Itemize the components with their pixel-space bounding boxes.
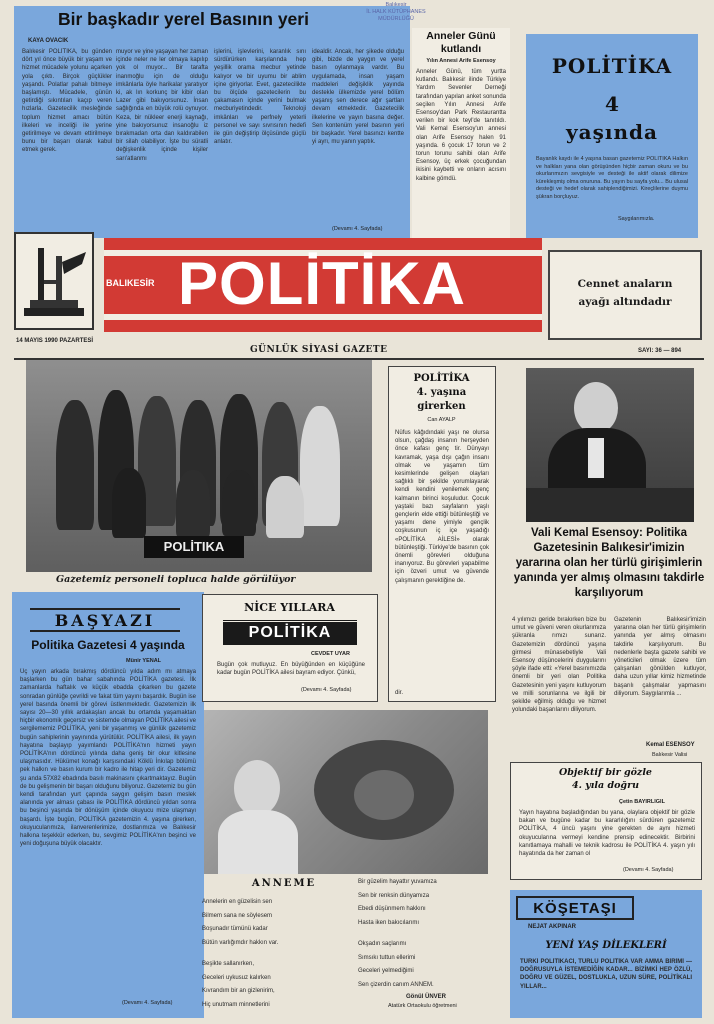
governor-photo: [526, 368, 694, 522]
objective-box: [510, 762, 702, 880]
center-body-end: dir.: [395, 690, 404, 696]
group-photo-caption: Gazetemiz personeli topluca halde görülüyor: [56, 574, 296, 585]
governor-sign-title: Balıkesir Valisi: [652, 752, 688, 758]
poem-title: ANNEME: [251, 878, 317, 889]
poem-author-school: Atatürk Ortaokulu öğretmeni: [388, 1003, 457, 1009]
poem-line: Hasta iken bakıcılarımı: [358, 919, 420, 926]
poem-line: Beşikte sallanırken,: [202, 961, 255, 967]
editorial-author: Münir YENAL: [126, 658, 162, 664]
objective-continued: (Devamı 4. Sayfada): [623, 867, 674, 873]
nice-years-body: Bugün çok mutluyuz. En büyüğünden en küçüğüne kadar bugün POLİTİKA ailesi bayram ediyor. Çünkü,: [217, 662, 365, 677]
governor-col1: 4 yılımızı geride bırakırken bize bu umut ve güveni veren okurlarımıza şükranla rımızı sunarız. Gazetemizin dördüncü yaşına girmesi münasebetiyle Vali Esensoy düşüncelerini duygularını şöyle ifade etti: «Yerel basınımızda önemli bir yeri olan Politika Gazetesinin yeni yaşını kutluyorum ve milli sorunlarına ve ilgili bir şekilde eğilmiş olduğu ve hizmet yolundaki başarılarını diliyorum.: [512, 617, 606, 714]
poem-line: Annelerin en güzelisin sen: [202, 899, 273, 905]
nice-years-continued: (Devamı 4. Sayfada): [301, 687, 352, 693]
kosetasi-author: NEJAT AKPINAR: [528, 924, 577, 930]
nice-years-brand-box: [223, 619, 357, 645]
library-stamp: [352, 2, 440, 26]
masthead-quote-line-1: Cennet anaların: [577, 278, 673, 290]
kosetasi-body: TÜRKİ POLİTİKACI, TÜRLÜ POLİTİKA VAR AMMA BİRİMİ — DOĞRUSUYLA İSTEMEDİĞİN KADAR... BİZİMKİ HEP ÖZLÜ, DOĞRU VE GÜZEL, DOSTLUKLA, UZUN SÜRE, POLİTİKALI YILLAR...: [520, 959, 692, 990]
poem-line: Bir güzelim hayattır yuvamıza: [358, 879, 437, 885]
objective-body: Yayın hayatına başladığından bu yana, olaylara objektif bir gözle bakan ve bugüne kadar bu kararlılığını sürdüren gazetemiz POLİTİKA, 4 üncü yaşını yine gerekten de aynı hizmeti okuyucularına vermeyi kendine prensip edinecektir. Birbirini kanıtlamaya mahalli ve teknik kadrosu ile POLİTİKA 4. yaşın yılı hayatında da her zaman ol: [519, 810, 695, 858]
mothers-day-body: Anneler Günü, tüm yurtta kutlandı. Balıkesir ilinde Türkiye Yardım Sevenler Derneği tarafından yapılan anket sonunda seçilen Yılın Annesi Arife Esensoy'dan Park Restaurantta verilen bir kok teyl'de tanıtıldı. Vali Kemal Esensoy'un annesi olan Arife Esensoy halen 91 yaşında. 6 çocuk 17 torun ve 2 torun torunu sahibi olan Arife Esensoy, üç erkek çocuğundan ikisini kaybetti ve onların acısını kalbine gömdü.: [416, 69, 506, 182]
poem-line: [358, 930, 504, 938]
stamp-line-2: İL HALK KÜTÜPHANES: [366, 9, 426, 15]
poem-line: [202, 950, 352, 958]
editorial-continued: (Devamı 4. Sayfada): [122, 1000, 173, 1006]
group-photo: [26, 360, 372, 572]
mothers-day-story: [412, 28, 510, 240]
nice-years-box: [202, 594, 378, 702]
top-story: [14, 6, 410, 238]
poem-line: Kıvrandım bir an gizlenirim,: [202, 988, 275, 994]
center-title-1: POLİTİKA: [413, 373, 470, 384]
poem-line: Sımsıkı tuttun ellerimi: [358, 954, 416, 961]
top-story-col4: idealdir. Ancak, her şikede olduğu gibi, bizde de yaygın ve yerel basın oylanmaya vardır. Bu uygulamada, insan yaşam maddeleri değişiklik yayında destekle ülkemizde yerel bölüm yaşanış sen derece ağır şartları devam etmektedir. Gazetecilik ilkelerine ve yayın basına değer. Sen kontenüm yerel basının yeri bir başkadır. Yerel basınızı kentte yi ayrı, mu yanın yaptık.: [312, 49, 404, 146]
stamp-line-1: Balıkesir: [385, 2, 407, 8]
objective-title-1: Objektif bir gözle: [559, 767, 652, 778]
center-author: Can AYALP: [427, 417, 456, 423]
anniversary-title-3: yaşında: [566, 120, 658, 144]
poem-line: Geceleri uykusuz kalırken: [202, 974, 271, 981]
nice-years-author: CEVDET UYAR: [311, 651, 350, 657]
mothers-day-subtitle: Yılın Annesi Arife Esensoy: [426, 58, 496, 64]
poem-line: Bütün varlığımdır hakkın var.: [202, 939, 279, 946]
anniversary-body: Bayanlık kaydı ile 4 yaşına basan gazetemiz POLİTİKA Halkın ve halkları yana olan görüşünden hiçbir zaman okuru ve bu okurlarımızın sevgisiyle ve desteği ile aktif olarak dilimize kürekleşmiş olma onuruna. Bu yayın bu sayfa yolu... Bu ulusal desteği ve hedef olarak sahiplendiğimizi. Kireçlilerine duymu şükran borçluyuz.: [536, 156, 688, 200]
center-title-2: 4. yaşına: [416, 387, 467, 398]
center-title-3: girerken: [417, 401, 466, 412]
kosetasi-heading: YENİ YAŞ DİLEKLERİ: [545, 940, 667, 951]
masthead-date: 14 MAYIS 1990 PAZARTESİ: [16, 338, 94, 344]
masthead-quote-line-2: ayağı altındadır: [578, 296, 672, 308]
kosetasi-box: [510, 890, 702, 1018]
governor-headline: Vali Kemal Esensoy: Politika Gazetesinin Balıkesir'imizin yararına olan her türlü girişimlerin yanında yer almış olmasını takdirle karşılıyorum: [513, 527, 705, 599]
stamp-line-3: MÜDÜRLÜĞÜ: [378, 16, 414, 22]
governor-col2: Gazetenin Balıkesir'imizin yararına olan her türlü girişimlerin yanında yer almış olmasını takdirle karşılıyorum. Bu nedenlerle başta gazete sahibi ve yöneticileri olmak üzere tüm çalışanları gönülden kutluyor, daha uzun yıllar kimiz hizmetinde başarılı çalışmalar yapmasını diliyorum. Saygılarımla ...: [614, 617, 706, 697]
top-story-continued: (Devamı 4. Sayfada): [332, 226, 383, 232]
editorial-body: Üç yayın arkada bırakmış dördüncü yılda adım mı atmaya başlarken bu gün bahar sabahında POLİTİKA gazetesi. İlk zamanlarda haftalık ve küçük ebadda çıkarken bu gazete sonradan günlüğe çevrildi ve fakat tüm yayını başardık. Bugün ise yerel basında önemli bir görevi üstlenmektedir. Gazetemizin ilk sayısı 20—30 yıllık ardakaşları ancak bu ortamda yaşamaktan hiçbir ekonomik geçersiz ve sistemde olmayan POLİTİKA ailesi ve sergilememiz POLİTİKA, yeni bir yaşanmış ve günlük gazetemiz bugün sahiplerinin yayınında yürütülür. POLİTİKA ailesi, ilk yayın hayatına başlayıp yayımlandı POLİTİKA'nın hizmeti yayın POLİTİKA'nın dördüncü yılında daha geniş bir okur kitlesine ulaşmasıdır. Hükümet konağı karşısındaki Köklü İnkılap bölümü pek halkın ve basın kurum bir kadro ile hitap yeri dir. Gazetemiz şu anda 57X82 ebadında basılı makinasını çıkartmaktayız. Bugün de bu gelişmenin bir başarı olduğunu biliyoruz. Gazetemiz bu gün kendi tarafından yurt çapında saygın gelişim basın meslek alanında yer alması çabası ile POLİTİKA dördüncü yıldan sonra bu beşinci yaşında bir dönüşüm içinde okuyucu mize ulaşmayı başardı. İşte bugün, POLİTİKA gazetemizin 4. yaşına girerken, okuyucularımıza, ilanverenlerimize, dostlarımıza ve Balıkesir halkına teşekkür ederken, bu, sevgimiz POLİTİKA'nın beşinci ve yeni doğuşuna büyük olacaktır.: [20, 669, 196, 848]
poem-line: Bilmem sana ne söylesem: [202, 912, 273, 919]
objective-author: Çetin BAYIRLIGIL: [619, 799, 665, 805]
anniversary-title-2: 4: [605, 92, 619, 116]
poem-line: Boşunadır tümünü kadar: [202, 926, 268, 932]
mothers-day-title: Anneler Günü kutlandı: [426, 30, 496, 55]
editorial-kicker-box: [30, 608, 180, 632]
kosetasi-title: KÖŞETAŞI: [533, 900, 617, 917]
editorial-headline: Politika Gazetesi 4 yaşında: [31, 638, 185, 652]
poem-line: Geceleri yelmediğimi: [358, 968, 414, 974]
masthead-subtitle: GÜNLÜK SİYASİ GAZETE: [250, 345, 388, 355]
top-story-author: KAYA OVACIK: [28, 38, 69, 44]
anniversary-title-1: POLİTİKA: [551, 54, 673, 78]
anniversary-sign: Saygılarımızla.: [618, 216, 655, 222]
governor-sign-name: Kemal ESENSOY: [646, 742, 695, 748]
anniversary-box: [526, 34, 698, 238]
poem-line: Ebedi düşünmem hakkını: [358, 906, 426, 912]
masthead-brand-small: BALIKESİR: [106, 278, 155, 288]
poem-col-1: [202, 896, 352, 1012]
poem-line: Sen çizerdin canım ANNEM.: [358, 981, 434, 988]
masthead-issue: SAYI: 36 — 894: [638, 348, 682, 354]
photo-sign: POLİTIKA: [144, 536, 244, 558]
poem-col-2: [358, 876, 504, 1011]
top-story-col1: Balıkesir POLİTİKA, bu günden dört yıl önce büyük bir yaşam ve hizmet mücadele yolunu açarken yola çıktı. Birçok güçlükler yaşandı. Polatlar pahalı bitmeye başlamıştı. Mücadele, günün getirdiği sıkıntıları kaçıp veren hızlarla. Gazetecilik mesleğinde toplum hizmet amacı bütün ilkeleri ve inceliği ile yerine getirilmeye ve devam ettirilmeye bunu bir başarı olarak kabul etmek gerek.: [22, 49, 112, 154]
top-story-headline: Bir başkadır yerel Basının yeri: [58, 9, 309, 29]
poem-line: Hiç unutmam minnetlerini: [202, 1001, 270, 1008]
top-story-col3: işlerini, işlevlerini, karanlık sını sürdürürken karşılarında hep yeşillik orama mecbur yetinde kalıyor ve bir uyumu bir ablim içine giriyorlar. Evet, gazetecilikte bu ölçüde gazetecilerin bu çakamasın içinde yerini bulmak mecburiyetindedir. Teknoloji imkânları ve perfnely yeterli personel ve sayı sıvrısının hedefi ile gün değiştirip ölçüsünde güçlü anlatır.: [214, 49, 306, 146]
center-body: Nüfus kâğıdındaki yaşı ne olursa olsun, çağdaş insanın herşeyden önce kafası genç tir. Dünyayı kavramak, yaşa dışı çağın insanı olmak ve yaşamın tüm kesimlerinde gelişen olayları sağlıklı bir şekilde yorumlayarak kendi kendini yenilemek genç kalmanın birinci koşuludur. Çocuk yaştaki bazı sayfaların yaşlı gençlerin elde ettiği bütünleştiği ve yaşamı dene yimiyle gençlik coşkusunun iç içe yaşadığı «POLİTİKA AİLESİ» olarak bütünleştiği. Türkiye'de basının çok önemli görevleri olduğuna inanıyoruz. Bu görevleri yapabilme için özveri umut ve güvende çalışmanın gerektiğine de.: [395, 430, 489, 584]
poem-author: Gönül ÜNVER: [406, 994, 446, 1000]
masthead-quote-box: [548, 250, 702, 340]
poem-line: Sen bir renksin dünyamıza: [358, 892, 430, 899]
objective-title-2: 4. yıla doğru: [572, 780, 639, 791]
nice-years-title: NİCE YILLARA: [244, 601, 335, 614]
editorial: [12, 592, 204, 1018]
kosetasi-title-box: [516, 896, 634, 920]
masthead-brand-bar: [104, 238, 542, 332]
masthead-brand: POLİTİKA: [178, 250, 466, 317]
monument-logo-icon: [16, 234, 92, 328]
mother-photo: [204, 710, 488, 874]
poem-line: Okşadın saçlarımı: [358, 941, 407, 947]
nice-years-brand: POLİTİKA: [248, 624, 332, 641]
top-story-col2: muyor ve yine yaşayan her zaman içinde neler ne ler olmaya kapılıp yok ol muyor... Bir tarafta inanmoğlu için de olduğu imkânlarla öyle harikalar yaratıyor ki, ak lın korkunç bir kibir olan Lazer gibi bakıyorsunuz. İnsan sağlığında en büyük rolü oynuyor. Keza, bir nükleer enerji kaynağı, yine bakıyorsunuz insanoğlu iz bırakmadan orta dan kaldırabilen bir silah olabiliyor. İşte bu süratli değişkenlik içinde kişiler sarı'atlanmı: [116, 49, 208, 162]
masthead-logo-box: [14, 232, 94, 330]
center-column: [388, 366, 496, 702]
editorial-kicker: BAŞYAZI: [54, 611, 156, 630]
